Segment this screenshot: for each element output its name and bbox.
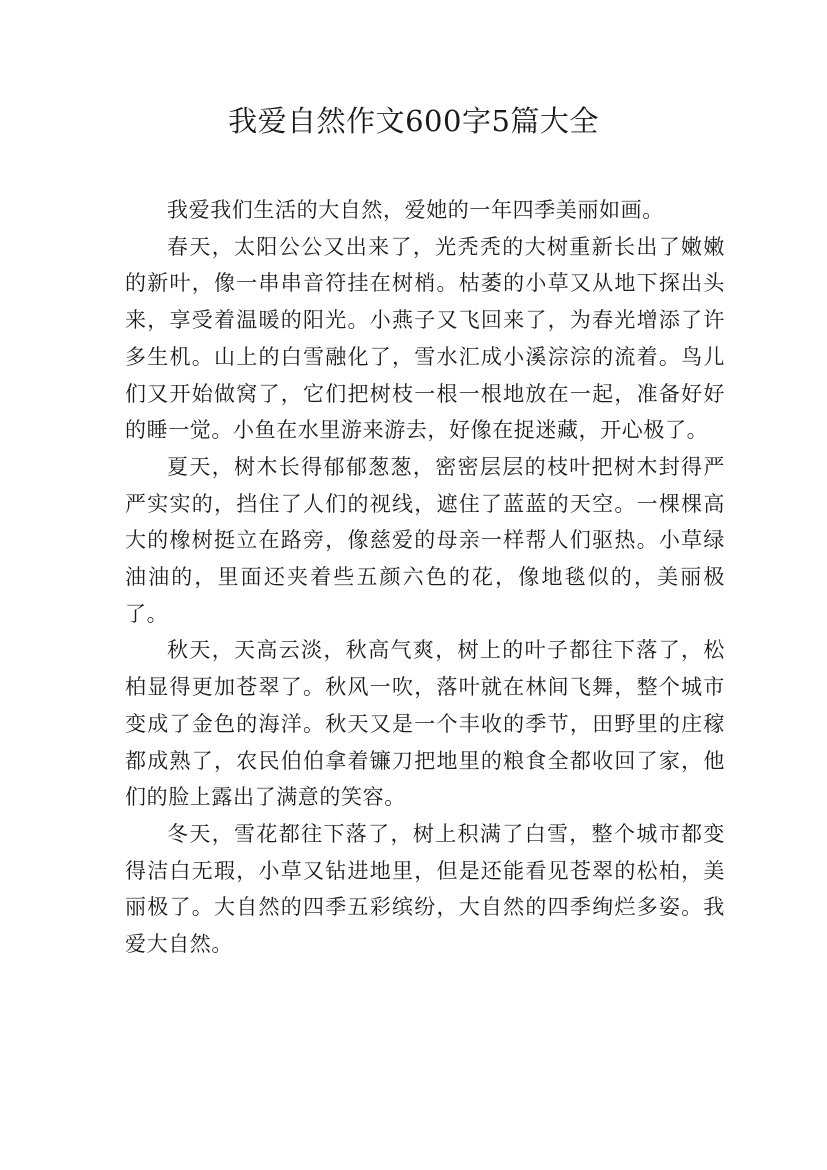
paragraph-summer: 夏天，树木长得郁郁葱葱，密密层层的枝叶把树木封得严严实实的，挡住了人们的视线，遮住了蓝蓝的天空。一棵棵高大的橡树挺立在路旁，像慈爱的母亲一样帮人们驱热。小草绿油油的，里面还夹着些五颜六色的花，像地毯似的，美丽极了。: [125, 454, 725, 626]
paragraph-intro: 我爱我们生活的大自然，爱她的一年四季美丽如画。: [167, 198, 664, 222]
document-title: 我爱自然作文600字5篇大全: [228, 104, 599, 138]
paragraph-autumn: 秋天，天高云淡，秋高气爽，树上的叶子都往下落了，松柏显得更加苍翠了。秋风一吹，落叶就在林间飞舞，整个城市变成了金色的海洋。秋天又是一个丰收的季节，田野里的庄稼都成熟了，农民伯伯拿着镰刀把地里的粮食全都收回了家，他们的脸上露出了满意的笑容。: [125, 638, 725, 810]
paragraph-winter: 冬天，雪花都往下落了，树上积满了白雪，整个城市都变得洁白无瑕，小草又钻进地里，但是还能看见苍翠的松柏，美丽极了。大自然的四季五彩缤纷，大自然的四季绚烂多姿。我爱大自然。: [125, 821, 725, 957]
paragraph-spring: 春天，太阳公公又出来了，光秃秃的大树重新长出了嫩嫩的新叶，像一串串音符挂在树梢。枯萎的小草又从地下探出头来，享受着温暖的阳光。小燕子又飞回来了，为春光增添了许多生机。山上的白雪融化了，雪水汇成小溪淙淙的流着。鸟儿们又开始做窝了，它们把树枝一根一根地放在一起，准备好好的睡一觉。小鱼在水里游来游去，好像在捉迷藏，开心极了。: [125, 234, 725, 443]
document-body: [125, 192, 725, 963]
